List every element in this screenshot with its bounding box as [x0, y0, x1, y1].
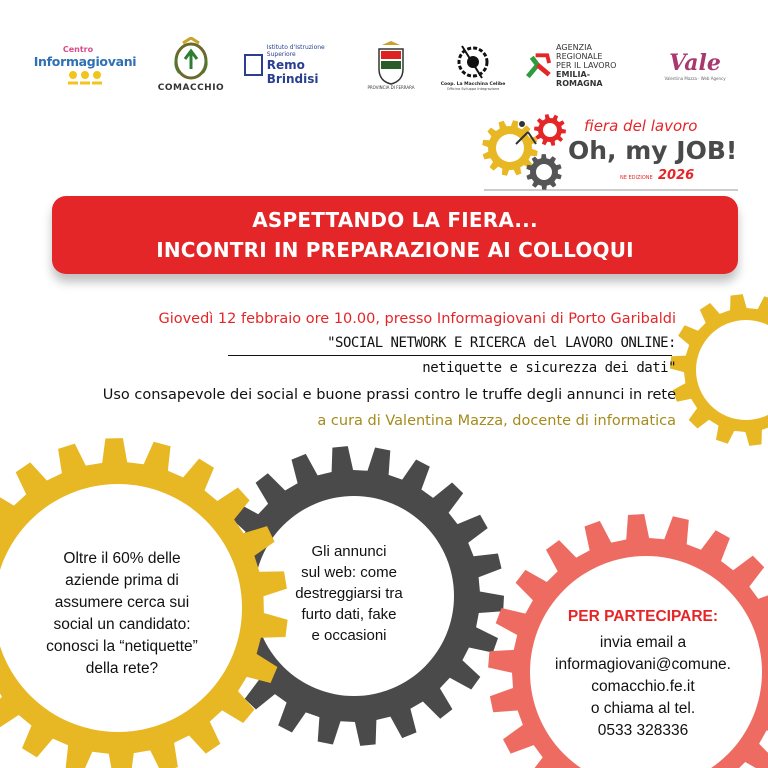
event-speaker: a cura di Valentina Mazza, docente di informatica [317, 413, 676, 429]
agenzia-logo-line4: EMILIA-ROMAGNA [556, 69, 603, 88]
left-gear-line: social un candidato: [53, 616, 191, 633]
title-banner [52, 196, 738, 274]
agenzia-logo-line2: REGIONALE [556, 51, 603, 61]
participate-heading: PER PARTECIPARE: [567, 608, 719, 625]
coop-logo-line1: Coop. La Macchina Celibe [440, 81, 506, 87]
agenzia-logo-line3: PER IL LAVORO [556, 60, 617, 70]
middle-gear-line: sul web: come [301, 564, 397, 581]
vale-logo-text: Vale [669, 49, 721, 76]
event-date-place: Giovedì 12 febbraio ore 10.00, presso Informagiovani di Porto Garibaldi [158, 311, 676, 327]
participate-phone: 0533 328336 [597, 722, 689, 739]
fair-red-gear-hole [543, 123, 557, 137]
informagiovani-logo [30, 30, 140, 100]
middle-gear-line: furto dati, fake [301, 606, 397, 623]
middle-gear-line: Gli annunci [311, 543, 387, 560]
left-gear-line: della rete? [85, 660, 159, 677]
remo-brindisi-logo [244, 30, 344, 100]
comacchio-logo [156, 30, 226, 100]
agenzia-lavoro-logo [524, 30, 634, 100]
agenzia-runner-icon [524, 47, 553, 83]
fair-gold-gear-hole [496, 134, 524, 162]
informagiovani-logo-text: Informagiovani [33, 54, 137, 69]
fair-edition: NE EDIZIONE [620, 175, 653, 181]
title-underline [228, 355, 672, 356]
coop-logo-line2: Officina Sviluppo Integrazione [446, 86, 500, 91]
comacchio-crest-icon [169, 37, 213, 83]
brindisi-logo-line1: Istituto d'Istruzione Superiore [266, 44, 325, 58]
event-description: Uso consapevole dei social e buone prassi contro le truffe degli annunci in rete [102, 387, 676, 403]
participate-line: invia email a [599, 634, 687, 651]
participate-email: informagiovani@comune. [555, 656, 731, 673]
event-title-line-1: "SOCIAL NETWORK E RICERCA del LAVORO ONLINE: [327, 335, 676, 351]
middle-gear-text [254, 541, 444, 646]
provincia-logo-caption: PROVINCIA DI FERRARA [367, 84, 415, 90]
middle-gear-line: destreggiarsi tra [295, 585, 403, 602]
middle-gear-line: e occasioni [311, 627, 387, 644]
left-gear-line: Oltre il 60% delle [63, 550, 181, 567]
event-title-line-2: netiquette e sicurezza dei dati" [422, 360, 676, 376]
fair-title: Oh, my JOB! [568, 136, 738, 165]
informagiovani-logo-small: Centro [62, 45, 94, 54]
participate-email: comacchio.fe.it [591, 678, 695, 695]
left-gear-line: conosci la “netiquette” [46, 638, 198, 655]
fair-year: 2026 [658, 168, 695, 183]
agenzia-logo-line1: AGENZIA [556, 42, 592, 52]
banner-line-2: INCONTRI IN PREPARAZIONE AI COLLOQUI [156, 238, 634, 262]
brindisi-emblem-icon [244, 54, 263, 76]
right-gear-text [534, 606, 752, 742]
fair-top-line: fiera del lavoro [584, 117, 698, 135]
vale-logo [650, 30, 740, 100]
provincia-shield-icon [376, 41, 406, 85]
brindisi-logo-line2: Remo Brindisi [266, 58, 319, 86]
informagiovani-figures-icon [65, 69, 105, 85]
left-gear-line: assumere cerca sui [54, 594, 190, 611]
left-gear-text [4, 548, 240, 680]
fair-dark-gear-hole [536, 164, 552, 180]
vale-logo-sub: Valentina Mazza · Web Agency [664, 75, 726, 81]
comacchio-logo-name: COMACCHIO [157, 83, 225, 93]
coop-macchina-celibe-logo [438, 30, 508, 100]
left-gear-line: aziende prima di [65, 572, 179, 589]
banner-line-1: ASPETTANDO LA FIERA... [252, 208, 538, 232]
provincia-ferrara-logo [366, 30, 416, 100]
participate-line: o chiama al tel. [590, 700, 696, 717]
bicycle-gear-icon [456, 40, 490, 82]
